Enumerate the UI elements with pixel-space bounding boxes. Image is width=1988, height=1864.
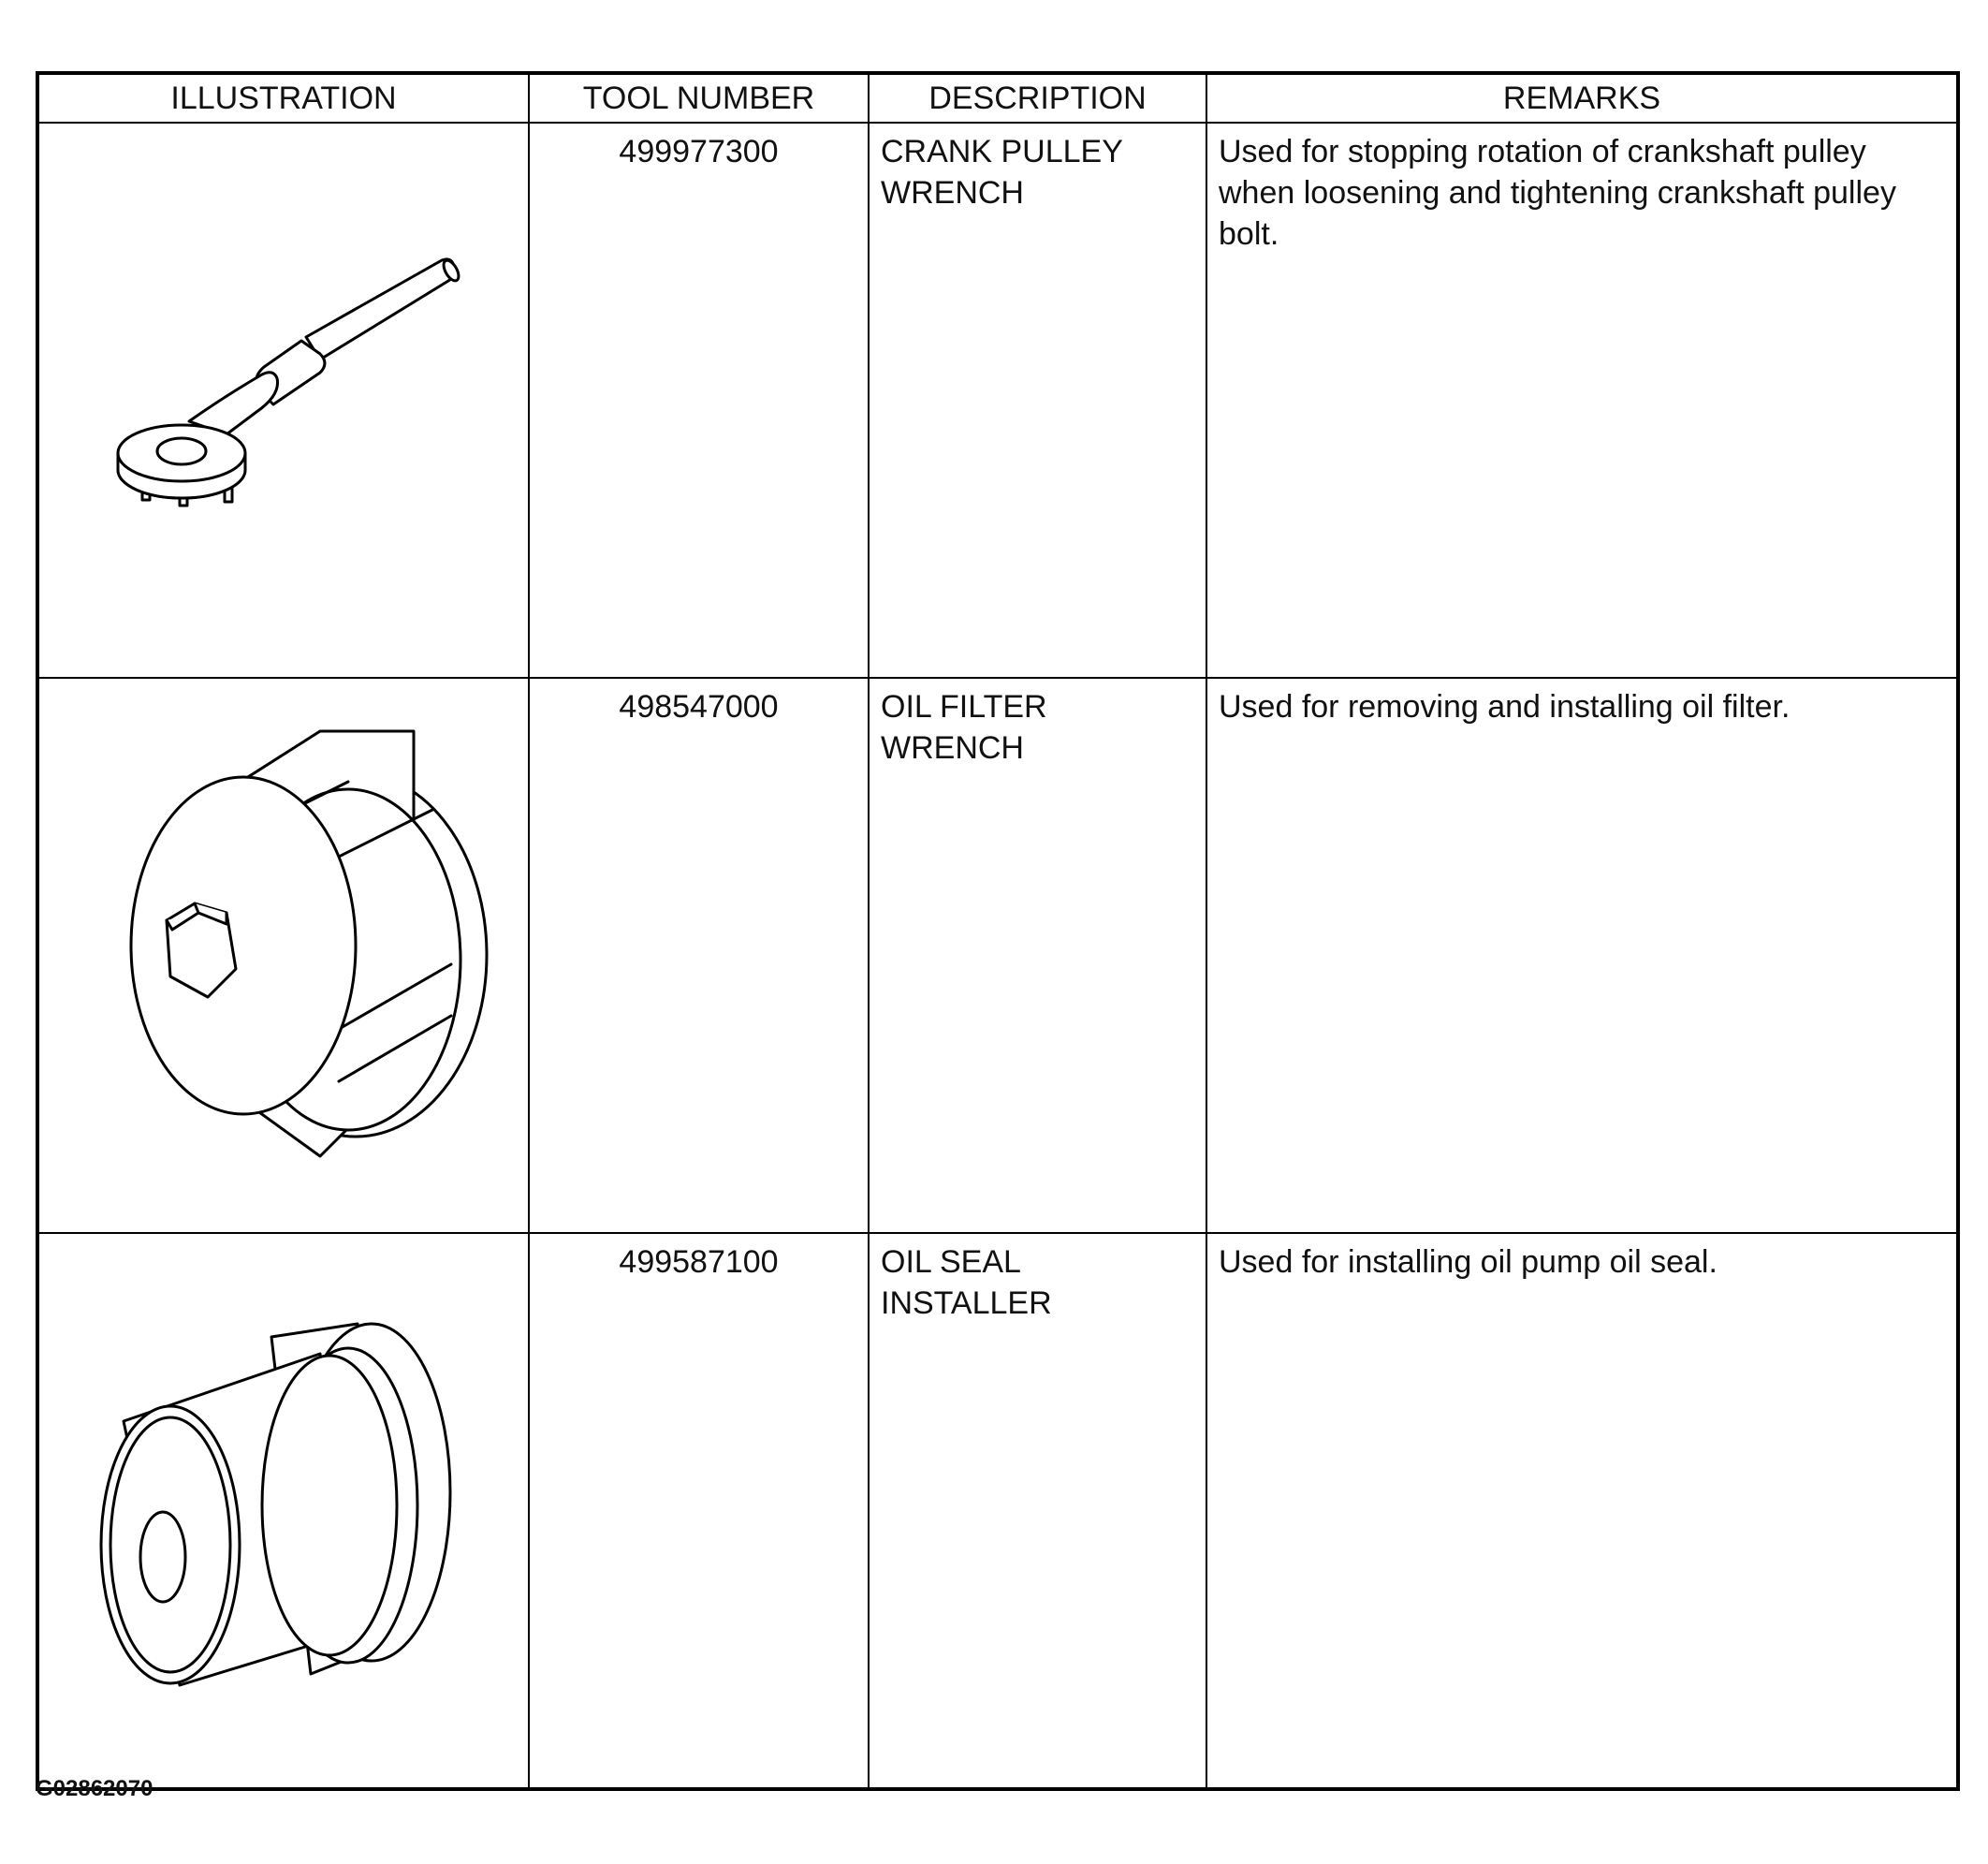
oil-filter-wrench-icon: [39, 679, 531, 1225]
remarks-cell: Used for stopping rotation of crankshaft pulley when loosening and tightening crankshaft pulley bolt.: [1206, 123, 1958, 678]
remarks-cell: Used for installing oil pump oil seal.: [1206, 1233, 1958, 1789]
oil-seal-installer-icon: [39, 1234, 531, 1780]
crank-pulley-wrench-icon: [39, 124, 531, 669]
illustration-cell: [37, 123, 529, 678]
illustration-cell: [37, 1233, 529, 1789]
description-cell: CRANK PULLEY WRENCH: [869, 123, 1206, 678]
figure-code: G02862070: [36, 1776, 153, 1801]
description-cell: OIL FILTER WRENCH: [869, 678, 1206, 1233]
remarks-cell: Used for removing and installing oil filter.: [1206, 678, 1958, 1233]
header-remarks: REMARKS: [1206, 73, 1958, 123]
description-cell: OIL SEAL INSTALLER: [869, 1233, 1206, 1789]
table-row: [37, 678, 1958, 1233]
illustration-cell: [37, 678, 529, 1233]
special-tools-table: [36, 71, 1960, 1791]
header-description: DESCRIPTION: [869, 73, 1206, 123]
table-row: [37, 1233, 1958, 1789]
tool-number-cell: 498547000: [529, 678, 869, 1233]
header-tool-number: TOOL NUMBER: [529, 73, 869, 123]
header-illustration: ILLUSTRATION: [37, 73, 529, 123]
tool-number-cell: 499587100: [529, 1233, 869, 1789]
tool-number-cell: 499977300: [529, 123, 869, 678]
table-header-row: [37, 73, 1958, 123]
table-row: [37, 123, 1958, 678]
